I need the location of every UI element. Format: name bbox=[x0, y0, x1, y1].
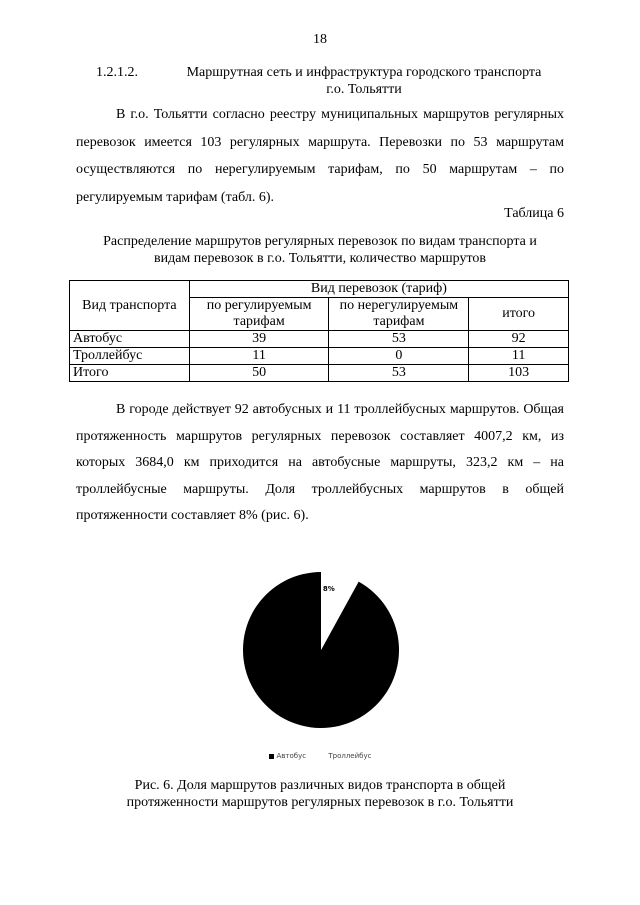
row-name: Троллейбус bbox=[70, 348, 190, 365]
section-title bbox=[164, 64, 564, 98]
row-total: 103 bbox=[469, 365, 569, 382]
header-regulated bbox=[189, 298, 329, 331]
row-regulated: 50 bbox=[189, 365, 329, 382]
pie-chart bbox=[236, 565, 406, 735]
legend-swatch-bus bbox=[269, 754, 274, 759]
row-total: 11 bbox=[469, 348, 569, 365]
legend-item-trolleybus bbox=[320, 752, 371, 760]
pie-data-label: 8% bbox=[322, 585, 335, 594]
table-row bbox=[70, 365, 569, 382]
section-number: 1.2.1.2. bbox=[96, 65, 138, 80]
row-unregulated: 53 bbox=[329, 331, 469, 348]
header-unregulated-line-2: тарифам bbox=[373, 314, 425, 329]
page-number: 18 bbox=[313, 32, 327, 47]
header-transport-kind-group: Вид перевозок (тариф) bbox=[189, 281, 568, 298]
routes-table bbox=[69, 280, 569, 382]
intro-paragraph: В г.о. Тольятти согласно реестру муниципальных маршрутов регулярных перевозок имеется 103 регулярных маршрута. Перевозки по 53 маршрутам осуществляются по нерегулируемым тарифам, по 50 маршрутам – по регулируемым тарифам (табл. 6). bbox=[76, 107, 564, 205]
table-caption-line-1: Распределение маршрутов регулярных перевозок по видам транспорта и bbox=[103, 234, 537, 249]
row-total: 92 bbox=[469, 331, 569, 348]
row-regulated: 39 bbox=[189, 331, 329, 348]
table-label: Таблица 6 bbox=[504, 206, 564, 221]
row-name: Итого bbox=[70, 365, 190, 382]
figure-caption-line-1: Рис. 6. Доля маршрутов различных видов транспорта в общей bbox=[134, 778, 506, 793]
header-transport-type: Вид транспорта bbox=[70, 281, 190, 331]
table-row bbox=[70, 331, 569, 348]
chart-legend bbox=[0, 752, 640, 760]
table-caption-line-2: видам перевозок в г.о. Тольятти, количество маршрутов bbox=[153, 251, 487, 266]
section-title-line-2: г.о. Тольятти bbox=[326, 82, 402, 97]
table-row bbox=[70, 348, 569, 365]
row-name: Автобус bbox=[70, 331, 190, 348]
header-total: итого bbox=[469, 298, 569, 331]
legend-label-bus: Автобус bbox=[276, 752, 307, 760]
pie-chart-svg bbox=[236, 565, 406, 735]
table-caption bbox=[76, 233, 564, 267]
header-unregulated bbox=[329, 298, 469, 331]
legend-label-trolleybus: Троллейбус bbox=[328, 752, 372, 760]
header-regulated-line-1: по регулируемым bbox=[206, 298, 312, 313]
header-unregulated-line-1: по нерегулируемым bbox=[339, 298, 459, 313]
row-regulated: 11 bbox=[189, 348, 329, 365]
section-title-line-1: Маршрутная сеть и инфраструктура городского транспорта bbox=[186, 65, 542, 80]
legend-swatch-trolleybus bbox=[320, 754, 325, 759]
figure-caption-line-2: протяженности маршрутов регулярных перевозок в г.о. Тольятти bbox=[126, 795, 514, 810]
figure-caption bbox=[76, 777, 564, 811]
header-regulated-line-2: тарифам bbox=[233, 314, 285, 329]
row-unregulated: 53 bbox=[329, 365, 469, 382]
legend-item-bus bbox=[269, 752, 309, 760]
row-unregulated: 0 bbox=[329, 348, 469, 365]
length-paragraph: В городе действует 92 автобусных и 11 троллейбусных маршрутов. Общая протяженность маршрутов регулярных перевозок составляет 4007,2 км, из которых 3684,0 км приходится на автобусные маршруты, 323,2 км – на троллейбусные маршруты. Доля троллейбусных маршрутов в общей протяженности составляет 8% (рис. 6). bbox=[76, 402, 564, 523]
